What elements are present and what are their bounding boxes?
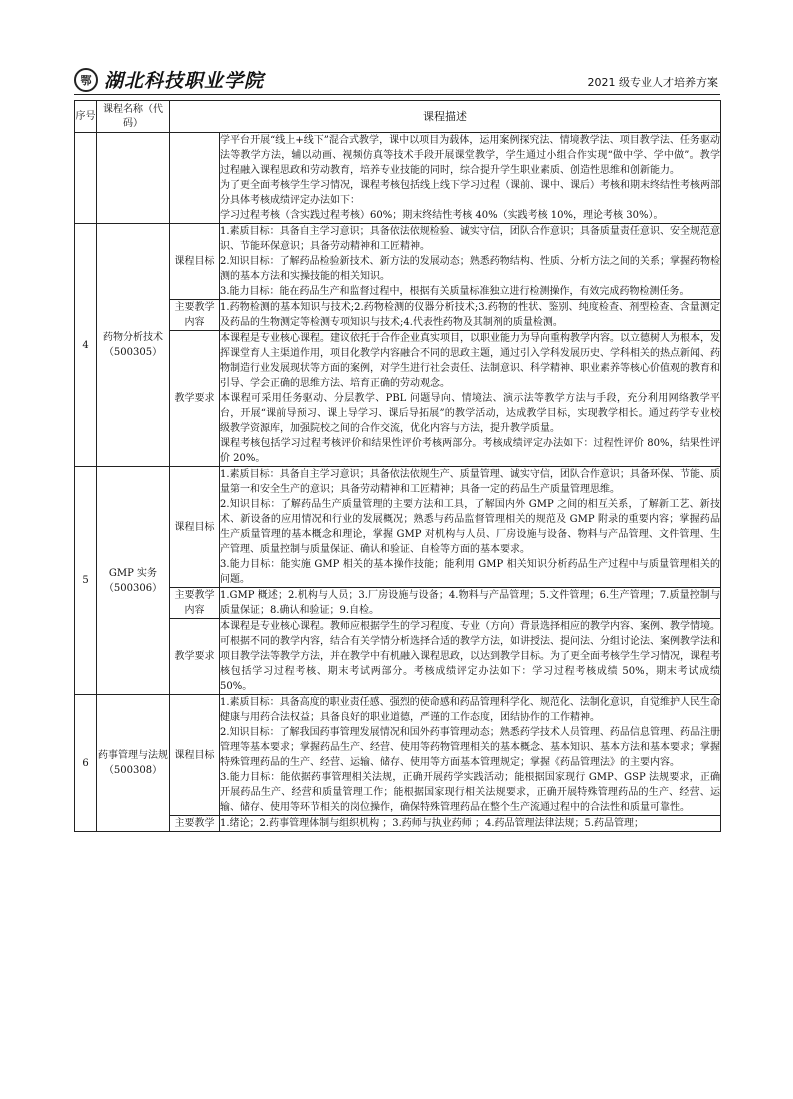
header-description: 课程描述 [170,101,721,133]
course-name: 药物分析技术（500305） [97,224,170,467]
paragraph: 为了更全面考核学生学习情况，课程考核包括线上线下学习过程（课前、课中、课后）考核和期末终结性考核两部分具体考核成绩评定办法如下： [220,180,720,206]
cell-label-empty [170,133,220,224]
course-name: GMP 实务（500306） [97,467,170,695]
header-course-name: 课程名称（代码） [97,101,170,133]
table-row [75,300,721,331]
section-content [220,588,721,619]
plan-title: 2021 级专业人才培养方案 [587,76,718,89]
page-header [74,64,720,96]
section-label: 教学要求 [170,331,220,467]
paragraph: 学习过程考核（含实践过程考核）60%；期末终结性考核 40%（实践考核 10%，理论考核 30%）。 [220,210,664,221]
paragraph: 1.素质目标：具备自主学习意识；具备依法依规生产、质量管理、诚实守信，团队合作意识；具备环保、节能、质量第一和安全生产的意识；具备劳动精神和工匠精神；具备一定的药品生产质量管理思维。 [220,469,720,495]
table-row [75,816,721,832]
school-name: 湖北科技职业学院 [104,70,265,92]
paragraph: 本课程是专业核心课程。建议依托于合作企业真实项目，以职业能力为导向重构教学内容。以立德树人为根本，发挥课堂育人主渠道作用，项目化教学内容融合不同的思政主题，通过引入学科发展历史、学科相关的热点新闻、药物制造行业发展现状等方面的案例，对学生进行社会责任、法制意识、科学精神、职业素养等核心价值观的教育和引导、学会正确的思维方法、培育正确的劳动观念。 [220,333,720,389]
section-content [220,619,721,695]
school-seal-icon: 鄂 [74,68,98,92]
table-row [75,588,721,619]
section-content [220,300,721,331]
section-label: 课程目标 [170,224,220,300]
paragraph: 本课程是专业核心课程。教师应根据学生的学习程度、专业（方向）背景选择相应的教学内容、案例、教学情境。 [220,621,720,632]
paragraph: 学平台开展“线上+线下”混合式教学，课中以项目为载体，运用案例探究法、情境教学法、项目教学法、任务驱动法等教学方法，辅以动画、视频仿真等技术手段开展课堂教学，学生通过小组合作实现“做中学、学中做”。教学过程融入课程思政和劳动教育，培养专业技能的同时，综合提升学生职业素质、创造性思维和创新能力。 [220,135,720,176]
continued-description [220,133,721,224]
table-row-continued [75,133,721,224]
section-content [220,816,721,832]
paragraph: 可根据不同的教学内容，结合有关学情分析选择合适的教学方法，如讲授法、提问法、分组讨论法、案例教学法和项目教学法等教学方法，并在教学中有机融入课程思政，以达到教学目标。为了更全面考核学生学习情况，课程考核包括学习过程考核、期末考试两部分。考核成绩评定办法如下：学习过程考核成绩 50%，期末考试成绩 50%。 [220,636,720,692]
header-no: 序号 [75,101,97,133]
paragraph: 1.GMP 概述；2.机构与人员；3.厂房设施与设备；4.物料与产品管理；5.文件管理；6.生产管理；7.质量控制与质量保证；8.确认和验证；9.自检。 [220,590,720,616]
section-content [220,331,721,467]
course-name: 药事管理与法规（500308） [97,695,170,832]
table-row [75,331,721,467]
paragraph: 1.素质目标：具备自主学习意识；具备依法依规检验、诚实守信，团队合作意识；具备质量责任意识、安全规范意识、节能环保意识；具备劳动精神和工匠精神。 [220,226,720,252]
section-label: 课程目标 [170,695,220,816]
section-content [220,695,721,816]
cell-name-empty [97,133,170,224]
paragraph: 1.药物检测的基本知识与技术;2.药物检测的仪器分析技术;3.药物的性状、鉴别、纯度检查、剂型检查、含量测定及药品的生物测定等检测专项知识与技术;4.代表性药物及其制剂的质量检测。 [220,302,720,328]
table-row [75,619,721,695]
paragraph: 2.知识目标：了解药品生产质量管理的主要方法和工具，了解国内外 GMP 之间的相互关系，了解新工艺、新技术、新设备的应用情况和行业的发展概况；熟悉与药品监督管理相关的规范及 GMP 附录的重要内容；掌握药品生产质量管理的基本概念和理论，掌握 GMP 对机构与人员、厂房设施与设备、物料与产品管理、文件管理、生产管理、质量控制与质量保证、确认和验证、自检等方面的基本要求。 [220,499,720,555]
section-label: 教学要求 [170,619,220,695]
section-label: 课程目标 [170,467,220,588]
table-row [75,695,721,816]
course-no: 6 [75,695,97,832]
school-logo [74,66,264,93]
paragraph: 课程考核包括学习过程考核评价和结果性评价考核两部分。考核成绩评定办法如下：过程性评价 80%，结果性评价 20%。 [220,438,720,464]
paragraph: 2.知识目标：了解我国药事管理发展情况和国外药事管理动态；熟悉药学技术人员管理、药品信息管理、药品注册管理等基本要求；掌握药品生产、经营、使用等药物管理相关的基本概念、基本知识、基本方法和基本要求；掌握特殊管理药品的生产、经营、运输、储存、使用等方面基本管理规定；掌握《药品管理法》的主要内容。 [220,727,720,768]
paragraph: 3.能力目标：能依据药事管理相关法规，正确开展药学实践活动；能根据国家现行 GMP、GSP 法规要求，正确开展药品生产、经营和质量管理工作；能根据国家现行相关法规要求，正确开展特殊管理药品的生产、经营、运输、储存、使用等环节相关的岗位操作，确保特殊管理药品在整个生产流通过程中的合法性和质量可靠性。 [220,772,720,813]
table-row [75,224,721,300]
table-row [75,467,721,588]
cell-no-empty [75,133,97,224]
paragraph: 2.知识目标：了解药品检验新技术、新方法的发展动态；熟悉药物结构、性质、分析方法之间的关系；掌握药物检测的基本方法和实操技能的相关知识。 [220,256,720,282]
section-content [220,224,721,300]
table-header-row [75,101,721,133]
course-no: 5 [75,467,97,695]
paragraph: 1.绪论；2.药事管理体制与组织机构 ；3.药师与执业药师 ；4.药品管理法律法规；5.药品管理； [220,818,645,829]
paragraph: 3.能力目标：能实施 GMP 相关的基本操作技能；能利用 GMP 相关知识分析药品生产过程中与质量管理相关的问题。 [220,559,720,585]
paragraph: 本课程可采用任务驱动、分层教学、PBL 问题导向、情境法、演示法等教学方法与手段，充分利用网络教学平台，开展“课前导预习、课上导学习、课后导拓展”的教学活动，达成教学目标，实现教学相长。通过药学专业校级教学资源库，加强院校之间的合作交流，优化内容与方法，提升教学质量。 [220,393,720,434]
section-label: 主要教学内容 [170,300,220,331]
course-no: 4 [75,224,97,467]
curriculum-table [74,100,721,832]
section-content [220,467,721,588]
header-divider [74,94,720,95]
paragraph: 1.素质目标：具备高度的职业责任感、强烈的使命感和药品管理科学化、规范化、法制化意识，自觉维护人民生命健康与用药合法权益；具备良好的职业道德，严谨的工作态度，团结协作的工作精神。 [220,697,720,723]
section-label: 主要教学 [170,816,220,832]
section-label: 主要教学内容 [170,588,220,619]
paragraph: 3.能力目标：能在药品生产和监督过程中，根据有关质量标准独立进行检测操作，有效完成药物检测任务。 [220,286,690,297]
